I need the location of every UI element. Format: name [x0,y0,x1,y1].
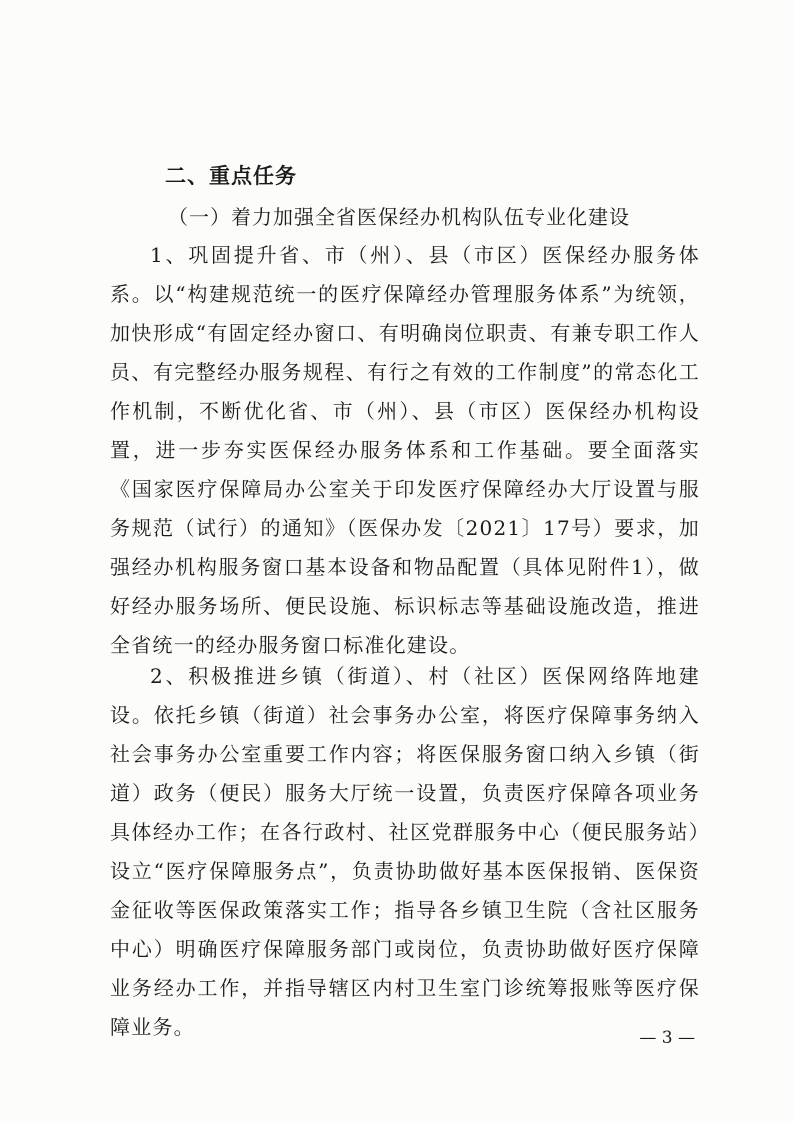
paragraph-2: 2、积极推进乡镇（街道）、村（社区）医保网络阵地建设。依托乡镇（街道）社会事务办公室，将医疗保障事务纳入社会事务办公室重要工作内容；将医保服务窗口纳入乡镇（街道）政务（便民）服务大厅统一设置，负责医疗保障各项业务具体经办工作；在各行政村、社区党群服务中心（便民服务站）设立“医疗保障服务点”，负责协助做好基本医保报销、医保资金征收等医保政策落实工作；指导各乡镇卫生院（含社区服务中心）明确医疗保障服务部门或岗位，负责协助做好医疗保障业务经办工作，并指导辖区内村卫生室门诊统筹报账等医疗保障业务。 [110,664,700,1039]
page-number: — 3 — [639,1028,695,1048]
paragraph-1: 1、巩固提升省、市（州）、县（市区）医保经办服务体系。以“构建规范统一的医疗保障经办管理服务体系”为统领，加快形成“有固定经办窗口、有明确岗位职责、有兼专职工作人员、有完整经办服务规程、有行之有效的工作制度”的常态化工作机制，不断优化省、市（州）、县（市区）医保经办机构设置，进一步夯实医保经办服务体系和工作基础。要全面落实《国家医疗保障局办公室关于印发医疗保障经办大厅设置与服务规范（试行）的通知》（医保办发〔2021〕17号）要求，加强经办机构服务窗口基本设备和物品配置（具体见附件1），做好经办服务场所、便民设施、标识标志等基础设施改造，推进全省统一的经办服务窗口标准化建设。 [110,243,700,657]
subsection-heading: （一）着力加强全省医保经办机构队伍专业化建设 [168,205,630,229]
section-heading: 二、重点任务 [165,164,297,188]
